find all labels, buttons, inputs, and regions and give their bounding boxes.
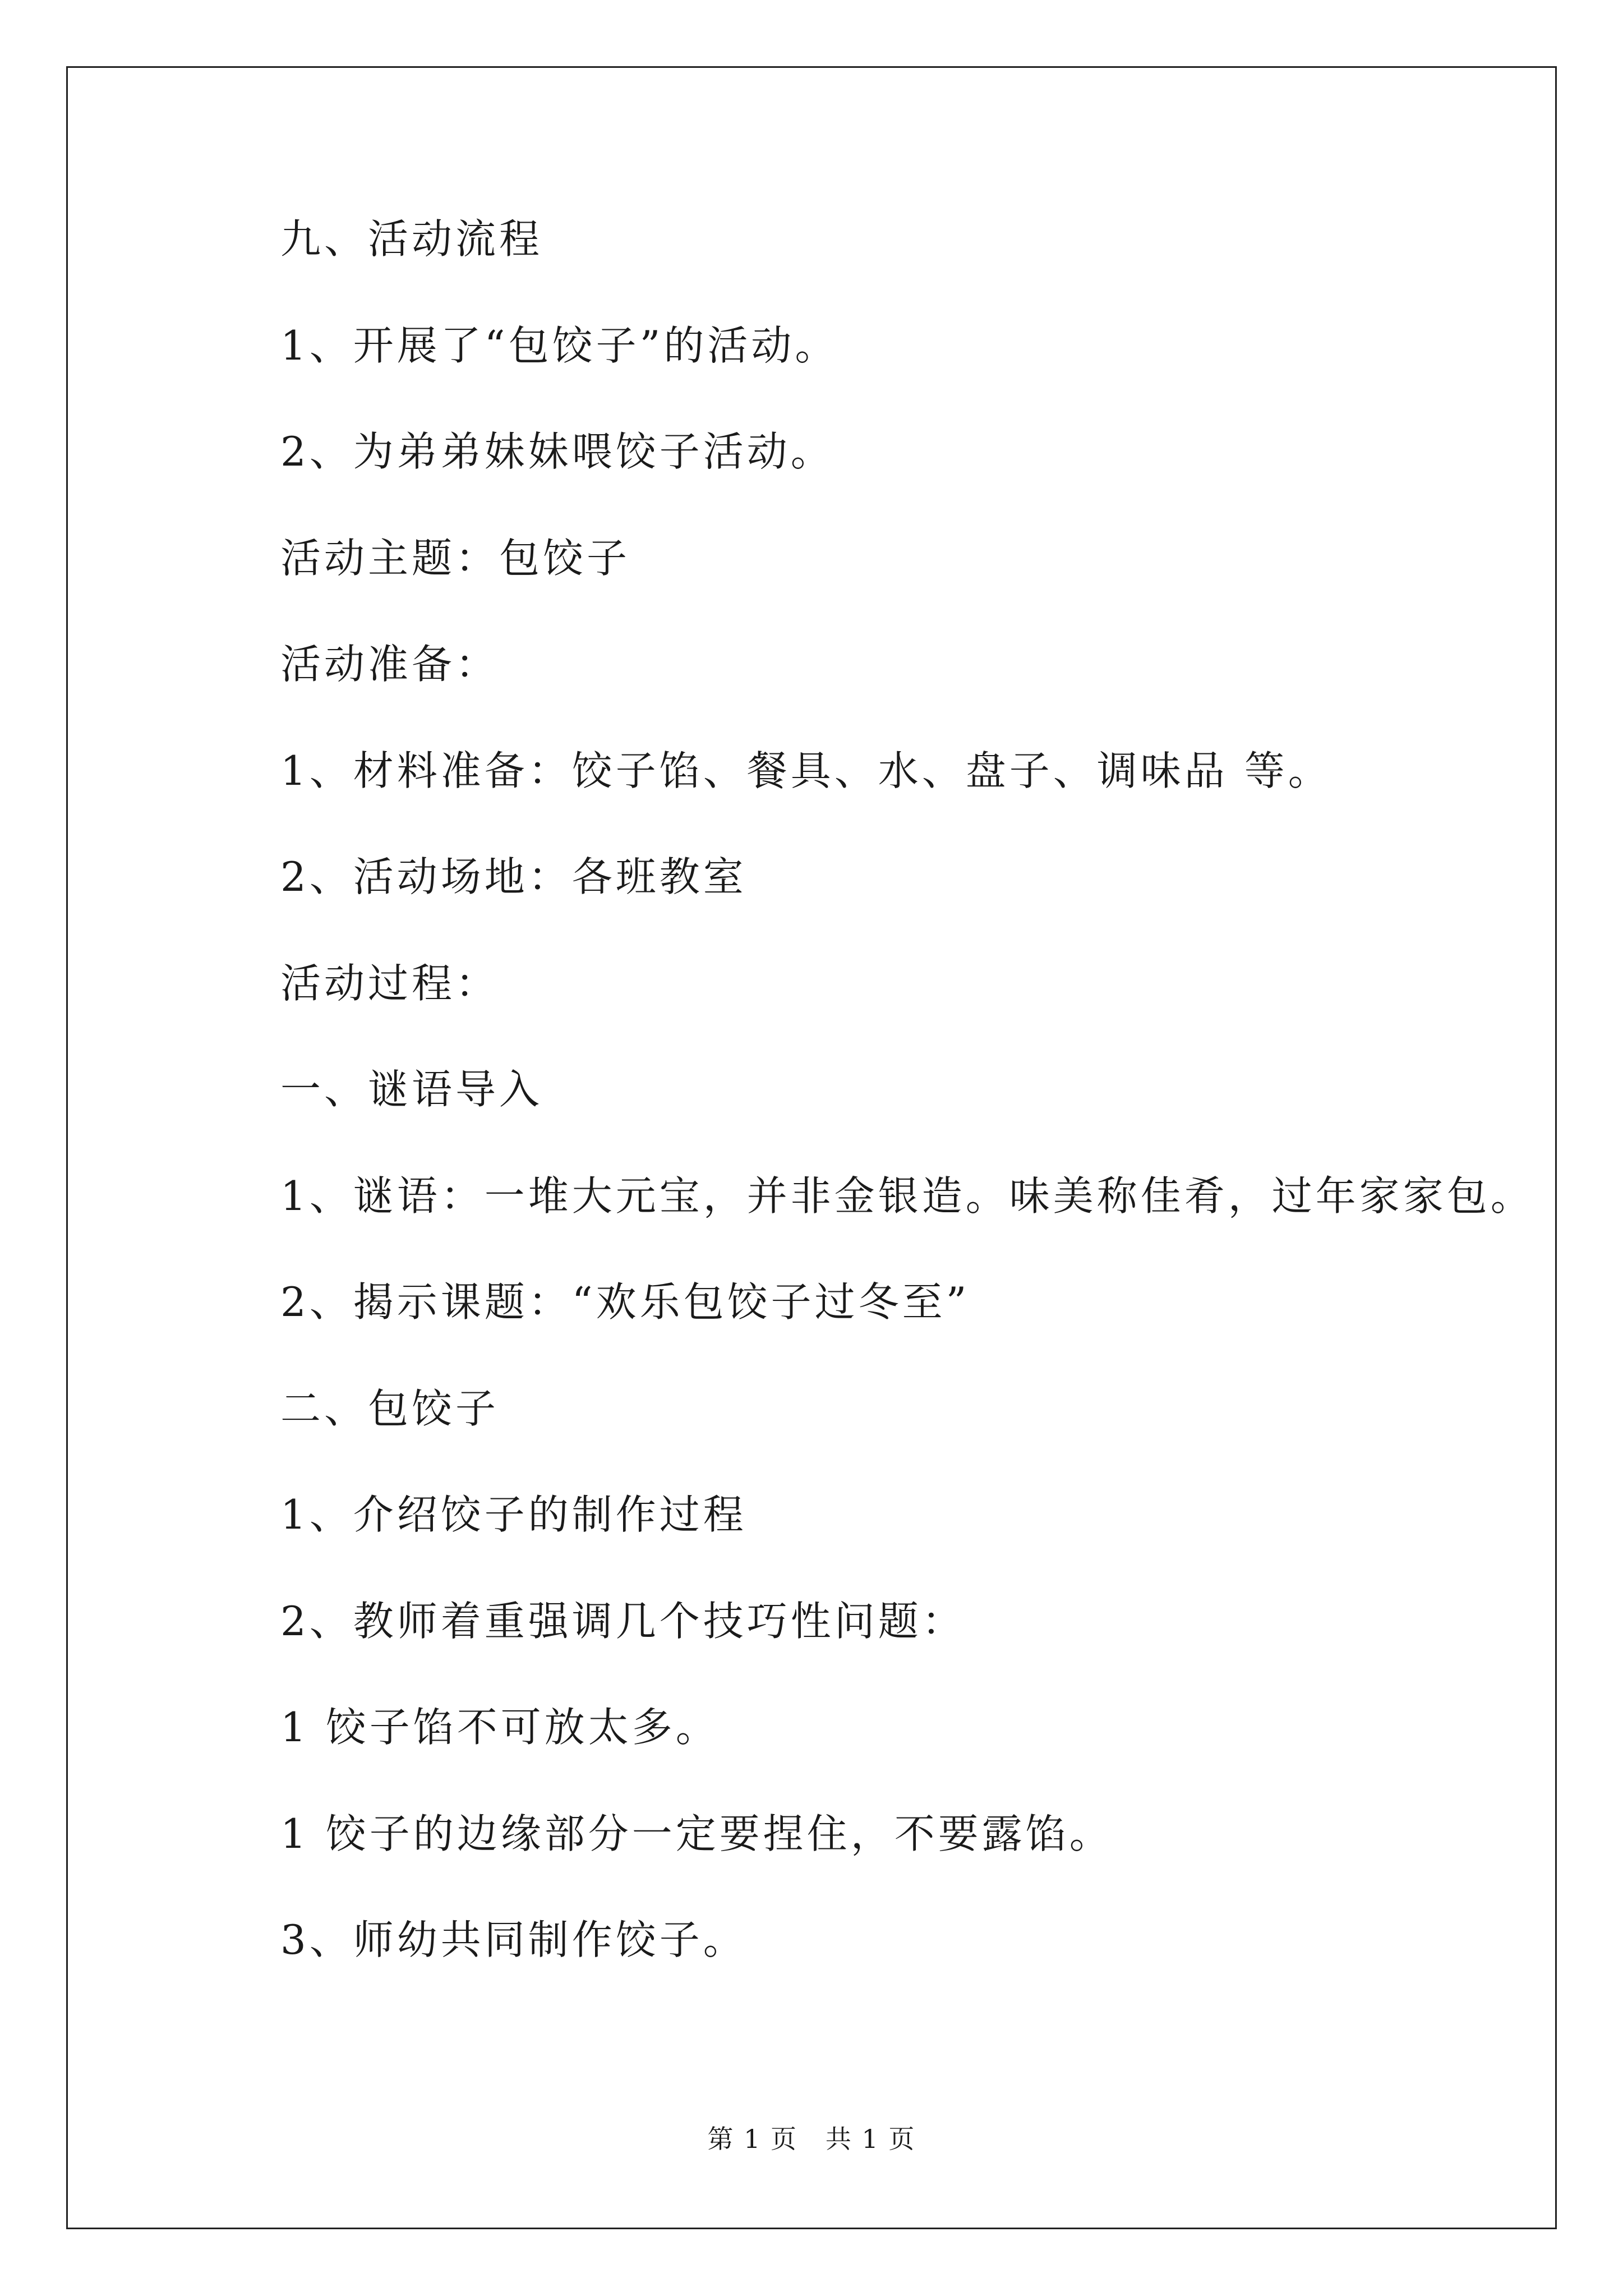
activity-preparation-heading: 活动准备： [280,641,500,688]
list-item: 2、为弟弟妹妹喂饺子活动。 [280,428,834,475]
list-item: 1、谜语：一堆大元宝，并非金银造。味美称佳肴，过年家家包。 [280,1172,1534,1220]
activity-procedure-heading: 活动过程： [280,959,500,1007]
list-item: 2、活动场地：各班教室 [280,853,747,900]
activity-theme: 活动主题：包饺子 [280,534,631,582]
list-item: 1、介绍饺子的制作过程 [280,1491,747,1538]
section-heading-process: 九、活动流程 [280,215,543,263]
list-item: 3、师幼共同制作饺子。 [280,1916,747,1963]
list-item: 1、材料准备：饺子馅、餐具、水、盘子、调味品 等。 [280,747,1332,794]
list-item: 1 饺子的边缘部分一定要捏住，不要露馅。 [280,1810,1113,1857]
list-item: 1、开展了“包饺子”的活动。 [280,321,839,369]
list-item: 2、揭示课题：“欢乐包饺子过冬至” [280,1278,970,1326]
list-item: 2、教师着重强调几个技巧性问题： [280,1597,966,1645]
list-item: 1 饺子馅不可放太多。 [280,1704,720,1751]
section-heading-dumplings: 二、包饺子 [280,1384,500,1432]
page-number-footer: 第 1 页 共 1 页 [707,2124,916,2154]
document-body [280,215,1534,2026]
section-heading-riddle: 一、谜语导入 [280,1066,543,1113]
